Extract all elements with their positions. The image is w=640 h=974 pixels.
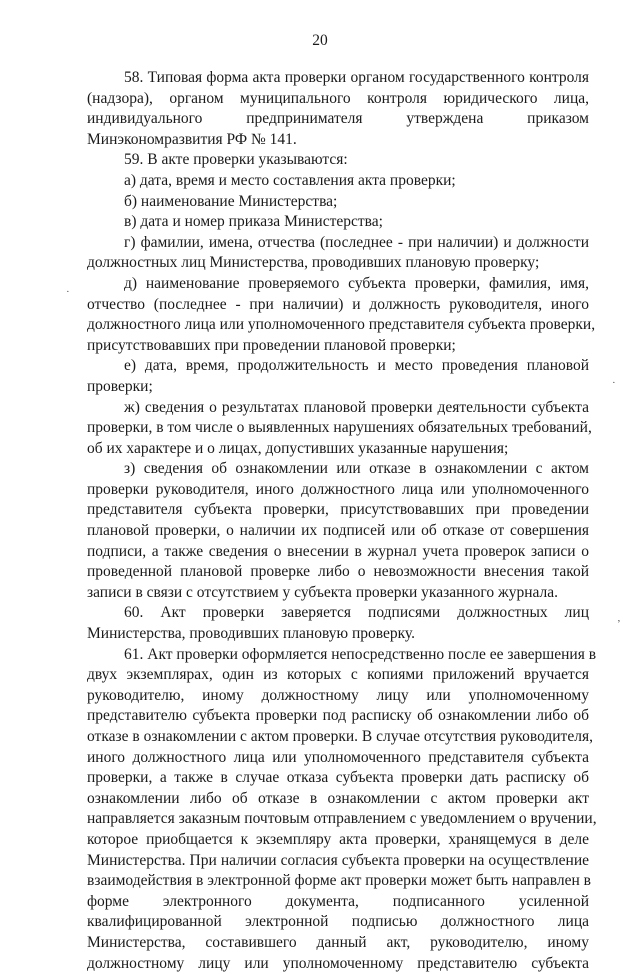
text-line: Министерства. При наличии согласия субъекта проверки на осуществление (87, 851, 589, 869)
text-line: Министерства, составившего данный акт, руководителю, иному (87, 933, 589, 951)
text-line: ознакомлении либо об отказе в ознакомлении с актом проверки акт (87, 789, 589, 807)
text-line: (надзора), органом муниципального контроля юридического лица, (87, 89, 589, 107)
text-line: руководителю, иному должностному лицу или уполномоченному (87, 686, 589, 704)
document-body (87, 68, 597, 974)
text-line: проверки; (87, 377, 153, 395)
text-line: должностных лиц Министерства, проводивших плановую проверку; (87, 254, 540, 272)
text-line: г) фамилии, имена, отчества (последнее - при наличии) и должности (124, 233, 589, 251)
text-line: присутствовавших при проведении плановой проверки; (87, 336, 456, 354)
text-line: 58. Типовая форма акта проверки органом государственного контроля (124, 69, 589, 86)
text-line: квалифицированной электронной подписью должностного лица (87, 913, 589, 931)
text-line: проверки, а также в случае отказа субъекта проверки дать расписку об (87, 769, 589, 787)
text-line: е) дата, время, продолжительность и место проведения плановой (124, 357, 589, 375)
text-line: 60. Акт проверки заверяется подписями должностных лиц (124, 604, 589, 622)
text-line: 61. Акт проверки оформляется непосредственно после ее завершения в (124, 645, 597, 663)
text-line: подписи, а также сведения о внесении в журнал учета проверок записи о (87, 542, 589, 560)
text-line: представителю субъекта проверки под расписку об ознакомлении либо об (87, 707, 589, 725)
text-line: двух экземплярах, один из которых с копиями приложений вручается (87, 666, 589, 684)
text-line: проверки, в том числе о выявленных нарушениях обязательных требований, (87, 419, 592, 437)
text-line: форме электронного документа, подписанного усиленной (87, 892, 589, 910)
scan-speck: · (612, 377, 616, 389)
text-line: иного должностного лица или уполномоченного представителя субъекта (87, 748, 589, 766)
text-line: з) сведения об ознакомлении или отказе в ознакомлении с актом (124, 460, 589, 478)
text-line: д) наименование проверяемого субъекта проверки, фамилия, имя, (124, 274, 589, 292)
text-line: отчество (последнее - при наличии) и должность руководителя, иного (87, 295, 589, 313)
text-line: которое приобщается к экземпляру акта проверки, хранящемуся в деле (87, 830, 589, 848)
scan-speck: · (66, 286, 70, 298)
text-line: направляется заказным почтовым отправлением с уведомлением о вручении, (87, 810, 597, 828)
text-line: Минэкономразвития РФ № 141. (87, 130, 297, 148)
text-line: об их характере и о лицах, допустивших указанные нарушения; (87, 439, 509, 457)
scan-speck: ʼ (617, 618, 621, 630)
text-line: 59. В акте проверки указываются: (124, 151, 348, 169)
page-number: 20 (312, 32, 328, 49)
text-line: б) наименование Министерства; (124, 192, 338, 210)
text-line: индивидуального предпринимателя утверждена приказом (87, 110, 589, 128)
text-line: должностного лица или уполномоченного представителя субъекта проверки, (87, 316, 596, 334)
text-line: записи в связи с отсутствием у субъекта проверки указанного журнала. (87, 583, 559, 601)
text-line: ж) сведения о результатах плановой проверки деятельности субъекта (124, 398, 589, 416)
text-line: в) дата и номер приказа Министерства; (124, 213, 383, 231)
text-line: проведенной плановой проверке либо о невозможности внесения такой (87, 563, 589, 581)
text-line: а) дата, время и место составления акта проверки; (124, 171, 456, 189)
text-line: представителя субъекта проверки, присутствовавших при проведении (87, 501, 589, 519)
text-line: должностному лицу или уполномоченному представителю субъекта (87, 954, 589, 972)
text-line: отказе в ознакомлении с актом проверки. В случае отсутствия руководителя, (87, 728, 593, 745)
text-line: проверки руководителя, иного должностного лица или уполномоченного (87, 480, 589, 498)
text-line: Министерства, проводивших плановую проверку. (87, 625, 415, 643)
text-line: плановой проверки, о наличии их подписей или об отказе от совершения (87, 522, 589, 540)
text-line: взаимодействия в электронной форме акт проверки может быть направлен в (87, 872, 591, 890)
